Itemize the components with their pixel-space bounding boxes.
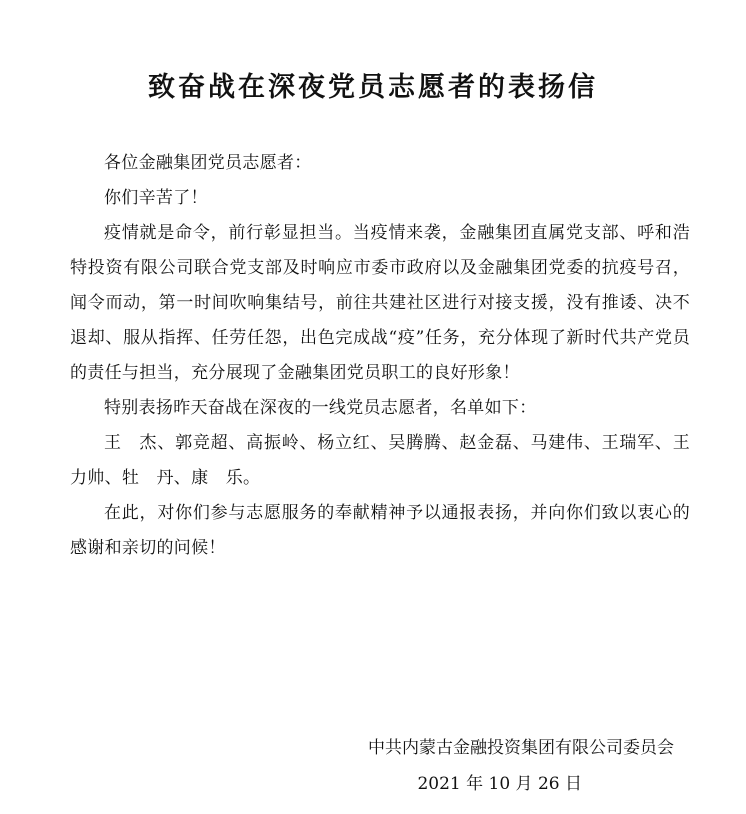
signature-block [368,730,674,802]
paragraph-list-intro: 特别表扬昨天奋战在深夜的一线党员志愿者，名单如下： [104,398,537,418]
salutation: 各位金融集团党员志愿者： [104,153,312,173]
paragraph-closing: 在此，对你们参与志愿服务的奉献精神予以通报表扬，并向你们致以衷心的感谢和亲切的问候！ [70,503,690,558]
letter-body [70,146,690,566]
signature-date: 2021 年 10 月 26 日 [417,774,582,794]
letter-title: 致奋战在深夜党员志愿者的表扬信 [148,72,598,103]
signature-organization: 中共内蒙古金融投资集团有限公司委员会 [368,738,674,758]
volunteer-name-list: 王 杰、郭竞超、高振岭、杨立红、吴腾腾、赵金磊、马建伟、王瑞军、王力帅、牡 丹、康 乐。 [70,433,690,488]
paragraph-commendation: 疫情就是命令，前行彰显担当。当疫情来袭，金融集团直属党支部、呼和浩特投资有限公司联合党支部及时响应市委市政府以及金融集团党委的抗疫号召，闻令而动，第一时间吹响集结号，前往共建社区进行对接支援，没有推诿、决不退却、服从指挥、任劳任怨，出色完成战“疫”任务，充分体现了新时代共产党员的责任与担当，充分展现了金融集团党员职工的良好形象！ [70,223,690,383]
greeting: 你们辛苦了！ [104,188,208,208]
